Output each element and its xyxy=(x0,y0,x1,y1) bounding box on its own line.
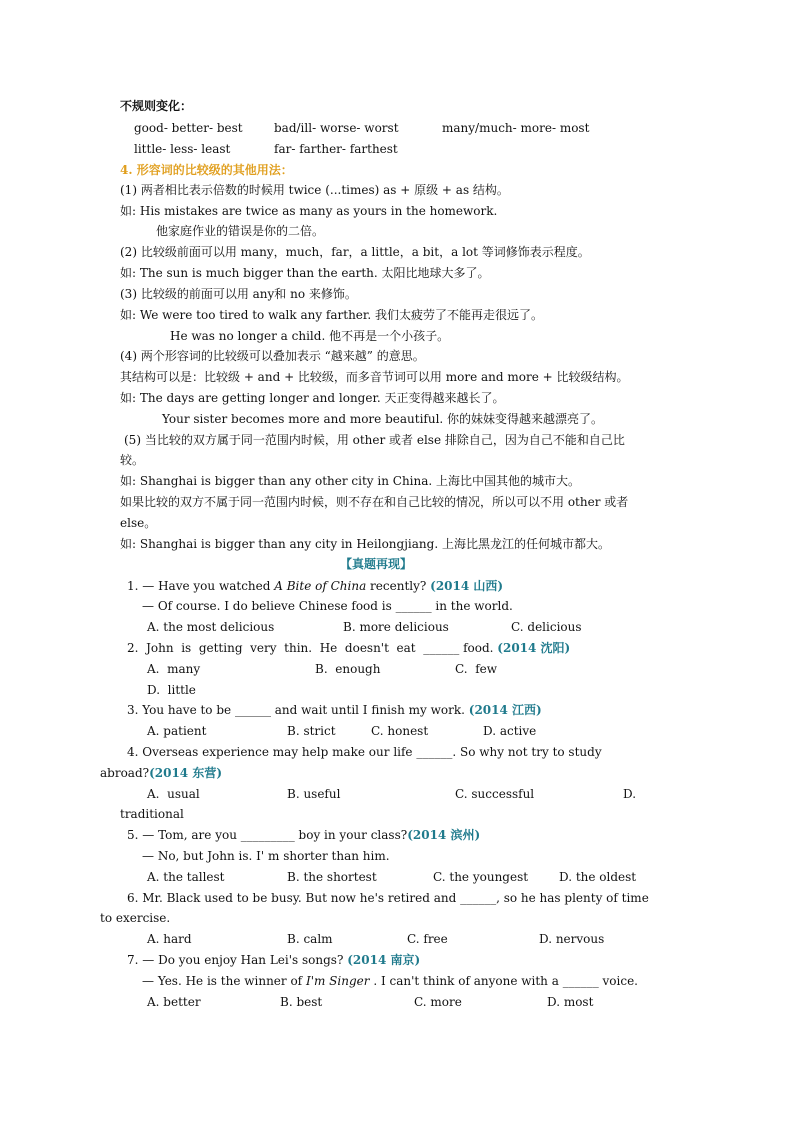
question-7 xyxy=(127,952,420,968)
option: A. the most delicious xyxy=(147,620,275,634)
text-line: 较。 xyxy=(120,453,145,467)
show-title: I'm Singer xyxy=(305,974,370,988)
question-text: — Yes. He is the winner of xyxy=(142,974,306,988)
question-text: 1. — Have you watched xyxy=(127,579,275,593)
option: A. patient xyxy=(147,724,207,738)
text-line: (2) 比较级前面可以用 many，much，far，a little，a bit，a lot 等词修饰表示程度。 xyxy=(120,245,590,259)
text-line: (4) 两个形容词的比较级可以叠加表示 “越来越” 的意思。 xyxy=(120,349,425,363)
option: C. delicious xyxy=(511,620,582,634)
question-line xyxy=(100,765,222,781)
option: traditional xyxy=(120,807,184,821)
option: C. honest xyxy=(371,724,429,738)
source-tag: (2014 山西) xyxy=(430,579,504,593)
text-line: 如果比较的双方不属于同一范围内时候，则不存在和自己比较的情况，所以可以不用 other 或者 xyxy=(120,495,629,509)
question-line: — No, but John is. I' m shorter than him. xyxy=(142,849,390,863)
text-line: 他家庭作业的错误是你的二倍。 xyxy=(156,224,325,238)
question-line: — Of course. I do believe Chinese food is ______ in the world. xyxy=(142,599,513,613)
question-5 xyxy=(127,827,480,843)
option: B. more delicious xyxy=(343,620,449,634)
question-text: recently? xyxy=(366,579,427,593)
option: B. enough xyxy=(315,662,381,676)
option: A. hard xyxy=(147,932,192,946)
question-text: 5. — Tom, are you _________ boy in your class? xyxy=(127,828,408,842)
option: A. better xyxy=(147,995,201,1009)
question-line xyxy=(142,973,638,989)
question-2 xyxy=(127,640,570,656)
question-1 xyxy=(127,578,503,594)
option: D. nervous xyxy=(539,932,605,946)
option: C. more xyxy=(414,995,462,1009)
question-text: . I can't think of anyone with a ______ voice. xyxy=(369,974,638,988)
text-line: 如: Shanghai is bigger than any city in Heilongjiang. 上海比黑龙江的任何城市都大。 xyxy=(120,537,610,551)
option: D. xyxy=(623,787,637,801)
text-line: else。 xyxy=(120,516,157,530)
option: A. many xyxy=(147,662,201,676)
source-tag: (2014 南京) xyxy=(347,953,421,967)
question-text: abroad? xyxy=(100,766,150,780)
section-heading: 4. 形容词的比较级的其他用法： xyxy=(120,163,293,177)
text-line: 如: His mistakes are twice as many as yours in the homework. xyxy=(120,204,498,218)
text-line: Your sister becomes more and more beautiful. 你的妹妹变得越来越漂亮了。 xyxy=(162,412,604,426)
option: D. active xyxy=(483,724,537,738)
text-line: 如: Shanghai is bigger than any other city in China. 上海比中国其他的城市大。 xyxy=(120,474,581,488)
text-line: (5) 当比较的双方属于同一范围内时候，用 other 或者 else 排除自己，因为自己不能和自己比 xyxy=(124,433,625,447)
option: A. the tallest xyxy=(147,870,225,884)
text-line: (3) 比较级的前面可以用 any和 no 来修饰。 xyxy=(120,287,357,301)
question-line: to exercise. xyxy=(100,911,171,925)
irregular-item: good- better- best xyxy=(134,121,243,135)
option: C. few xyxy=(455,662,498,676)
option: B. useful xyxy=(287,787,341,801)
source-tag: (2014 东营) xyxy=(149,766,223,780)
text-line: 如: We were too tired to walk any farther. 我们太疲劳了不能再走很远了。 xyxy=(120,308,543,322)
option: B. strict xyxy=(287,724,336,738)
question-6: 6. Mr. Black used to be busy. But now he's retired and ______, so he has plenty of time xyxy=(127,891,649,905)
irregular-item: little- less- least xyxy=(134,142,231,156)
text-line: (1) 两者相比表示倍数的时候用 twice (...times) as + 原级 + as 结构。 xyxy=(120,183,509,197)
irregular-item: bad/ill- worse- worst xyxy=(274,121,399,135)
option: B. the shortest xyxy=(287,870,377,884)
irregular-item: far- farther- farthest xyxy=(274,142,398,156)
option: C. successful xyxy=(455,787,535,801)
option: B. calm xyxy=(287,932,333,946)
source-tag: (2014 江西) xyxy=(468,703,542,717)
option: D. most xyxy=(547,995,594,1009)
option: A. usual xyxy=(147,787,200,801)
option: C. the youngest xyxy=(433,870,529,884)
option: C. free xyxy=(407,932,448,946)
text-line: 其结构可以是：比较级 + and + 比较级，而多音节词可以用 more and more + 比较级结构。 xyxy=(120,370,629,384)
text-line: 如: The days are getting longer and longer. 天正变得越来越长了。 xyxy=(120,391,505,405)
irregular-item: many/much- more- most xyxy=(442,121,590,135)
exam-heading: 【真题再现】 xyxy=(340,557,413,571)
option: B. best xyxy=(280,995,323,1009)
source-tag: (2014 滨州) xyxy=(407,828,481,842)
text-line: 如: The sun is much bigger than the earth. 太阳比地球大多了。 xyxy=(120,266,490,280)
option: D. little xyxy=(147,683,196,697)
question-text: 3. You have to be ______ and wait until I finish my work. xyxy=(127,703,465,717)
question-text: 7. — Do you enjoy Han Lei's songs? xyxy=(127,953,344,967)
text-line: He was no longer a child. 他不再是一个小孩子。 xyxy=(170,329,450,343)
option: D. the oldest xyxy=(559,870,637,884)
irregular-heading: 不规则变化： xyxy=(120,99,193,113)
question-3 xyxy=(127,702,542,718)
question-4: 4. Overseas experience may help make our life ______. So why not try to study xyxy=(127,745,602,759)
question-text: 2. John is getting very thin. He doesn't eat ______ food. xyxy=(127,641,494,655)
source-tag: (2014 沈阳) xyxy=(497,641,571,655)
book-title: A Bite of China xyxy=(274,579,367,593)
